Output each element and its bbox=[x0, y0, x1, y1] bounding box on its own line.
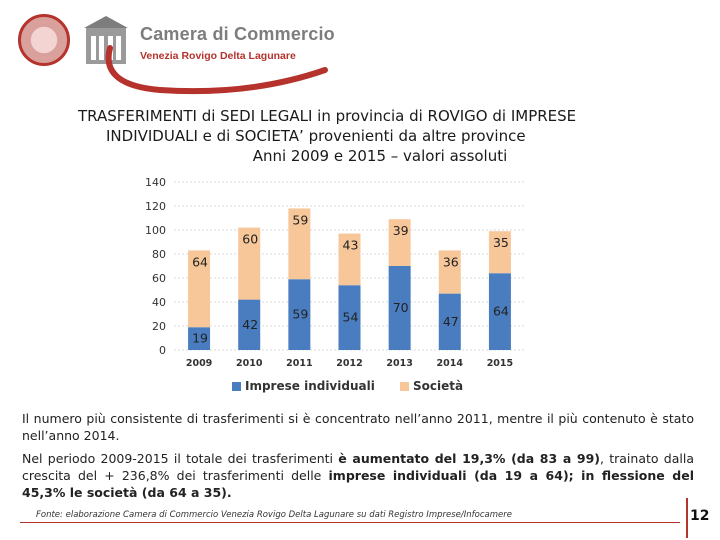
y-tick-label: 140 bbox=[145, 176, 166, 189]
y-tick-label: 120 bbox=[145, 200, 166, 213]
paragraph-summary-1: Il numero più consistente di trasferimenti si è concentrato nell’anno 2011, mentre il più contenuto è stato nell’anno 2014. bbox=[22, 411, 694, 443]
brand-swoosh-icon bbox=[100, 40, 330, 100]
y-tick-label: 0 bbox=[159, 344, 166, 357]
data-label: 35 bbox=[492, 235, 509, 251]
x-tick-label: 2011 bbox=[286, 358, 313, 369]
data-label: 64 bbox=[492, 303, 509, 319]
data-label: 39 bbox=[392, 223, 409, 239]
title-line-3: Anni 2009 e 2015 – valori assoluti bbox=[252, 147, 508, 165]
x-tick-label: 2009 bbox=[185, 358, 213, 369]
data-label: 59 bbox=[292, 306, 309, 322]
chamber-seal-logo bbox=[18, 14, 70, 66]
stacked-bar-chart bbox=[130, 172, 540, 404]
x-tick-label: 2010 bbox=[235, 358, 263, 369]
data-label: 19 bbox=[192, 330, 209, 346]
data-label: 47 bbox=[442, 313, 459, 329]
footer-divider bbox=[20, 522, 680, 523]
y-tick-label: 80 bbox=[152, 248, 166, 261]
page-number-rule bbox=[686, 498, 688, 538]
title-line-2: INDIVIDUALI e di SOCIETA’ provenienti da altre province bbox=[106, 127, 526, 145]
p2-text-c: , trainato dalla crescita del + 236,8% dei trasferimenti delle bbox=[22, 451, 694, 483]
data-label: 64 bbox=[192, 254, 209, 270]
y-tick-label: 40 bbox=[152, 296, 166, 309]
paragraph-summary-2 bbox=[22, 450, 694, 501]
title-line-1: TRASFERIMENTI di SEDI LEGALI in provincia di ROVIGO di IMPRESE bbox=[78, 107, 577, 125]
data-label: 54 bbox=[342, 309, 359, 325]
legend-label: Società bbox=[413, 379, 464, 393]
brand-title: Camera di Commercio bbox=[140, 24, 335, 44]
x-tick-label: 2013 bbox=[386, 358, 413, 369]
p2-text-d: imprese individuali (da 19 a 64); in flessione del 45,3% le società (da 64 a 35). bbox=[22, 468, 694, 500]
data-label: 70 bbox=[392, 300, 409, 315]
y-tick-label: 100 bbox=[145, 224, 166, 237]
x-tick-label: 2014 bbox=[436, 358, 464, 369]
p2-text-a: Nel periodo 2009-2015 il totale dei trasferimenti bbox=[22, 451, 339, 466]
source-note: Fonte: elaborazione Camera di Commercio Venezia Rovigo Delta Lagunare su dati Registro Imprese/Infocamere bbox=[36, 510, 512, 520]
legend-swatch bbox=[232, 382, 241, 391]
data-label: 60 bbox=[242, 231, 259, 247]
y-tick-label: 20 bbox=[152, 320, 166, 333]
x-tick-label: 2015 bbox=[486, 358, 514, 369]
x-tick-label: 2012 bbox=[336, 358, 363, 369]
legend-label: Imprese individuali bbox=[245, 379, 375, 393]
brand-subtitle: Venezia Rovigo Delta Lagunare bbox=[140, 50, 296, 62]
data-label: 59 bbox=[292, 212, 309, 228]
legend-swatch bbox=[400, 382, 409, 391]
page-number: 12 bbox=[690, 508, 710, 524]
chart-title bbox=[40, 106, 720, 166]
p2-text-b: è aumentato del 19,3% (da 83 a 99) bbox=[338, 451, 600, 466]
y-tick-label: 60 bbox=[152, 272, 166, 285]
data-label: 43 bbox=[342, 237, 359, 253]
data-label: 42 bbox=[242, 316, 259, 332]
data-label: 36 bbox=[442, 254, 459, 270]
